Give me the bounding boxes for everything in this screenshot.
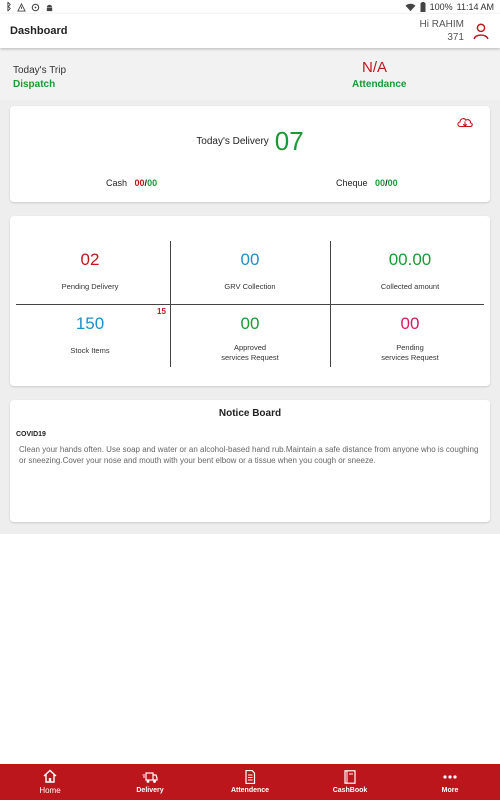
status-bar: [0, 0, 500, 14]
user-area[interactable]: [420, 18, 490, 44]
home-icon: [42, 769, 58, 783]
book-icon: [342, 770, 358, 784]
stock-items-label: Stock Items: [70, 346, 110, 355]
grv-collection-value: 00: [240, 250, 260, 269]
cheque-value-b: 00: [387, 178, 398, 188]
cheque-summary: Cheque 00/00: [336, 178, 398, 188]
pending-services-value: 00: [400, 314, 420, 333]
user-greeting: Hi RAHIM: [419, 19, 464, 30]
nav-cashbook-label: CashBook: [332, 787, 368, 794]
pending-label-line2: services Request: [381, 353, 439, 362]
todays-delivery: [10, 126, 490, 157]
grv-collection-tile[interactable]: [175, 250, 325, 292]
stats-card: [10, 216, 490, 386]
trip-row: [0, 48, 500, 100]
pending-delivery-value: 02: [80, 250, 100, 269]
cash-label: Cash: [106, 178, 128, 188]
stock-items-tile[interactable]: [15, 314, 165, 356]
nav-delivery-label: Delivery: [136, 787, 164, 794]
user-info: [420, 18, 464, 44]
dispatch-link[interactable]: Dispatch: [13, 79, 56, 90]
nav-attendence[interactable]: [200, 764, 300, 800]
dashboard-content: [0, 48, 500, 534]
grv-collection-label: GRV Collection: [224, 282, 276, 291]
warning-icon: [17, 3, 26, 12]
collected-amount-tile[interactable]: [335, 250, 485, 292]
user-id: 371: [447, 32, 464, 43]
battery-icon: [420, 2, 426, 12]
nav-attendence-label: Attendence: [230, 787, 270, 794]
more-icon: [442, 770, 458, 784]
collected-amount-value: 00.00: [388, 250, 432, 269]
document-icon: [242, 770, 258, 784]
pending-delivery-tile[interactable]: [15, 250, 165, 292]
pending-services-label: [335, 343, 485, 363]
stock-items-value: 150: [75, 314, 105, 333]
notice-board-title: Notice Board: [218, 408, 282, 419]
nav-cashbook[interactable]: [300, 764, 400, 800]
approved-label-line2: services Request: [221, 353, 279, 362]
approved-label-line1: Approved: [233, 343, 267, 352]
cash-value-b: 00: [147, 178, 158, 188]
sync-icon: [31, 3, 40, 12]
attendance-status: N/A: [362, 59, 388, 76]
truck-icon: [142, 770, 158, 784]
approved-services-value: 00: [240, 314, 260, 333]
cash-summary: Cash 00/00: [106, 178, 158, 188]
notice-tag: COVID19: [16, 431, 46, 438]
pending-services-tile[interactable]: [335, 314, 485, 363]
todays-delivery-label: Today's Delivery: [196, 136, 269, 147]
battery-percent: 100%: [429, 2, 453, 12]
cash-value-a: 00: [134, 178, 145, 188]
approved-services-label: [175, 343, 325, 363]
collected-amount-label: Collected amount: [380, 282, 440, 291]
nav-more[interactable]: [400, 764, 500, 800]
nav-delivery[interactable]: [100, 764, 200, 800]
user-icon[interactable]: [472, 22, 490, 40]
nav-more-label: More: [441, 787, 459, 794]
page-title: Dashboard: [10, 25, 68, 37]
approved-services-tile[interactable]: [175, 314, 325, 363]
pending-label-line1: Pending: [396, 343, 424, 352]
attendance-link[interactable]: Attendance: [352, 79, 407, 90]
cheque-value-a: 00: [375, 178, 386, 188]
cheque-label: Cheque: [336, 178, 368, 188]
stock-items-badge: 15: [157, 307, 166, 316]
nav-home-label: Home: [39, 786, 61, 795]
bluetooth-icon: ᛒ: [6, 1, 12, 13]
notice-text: Clean your hands often. Use soap and water or an alcohol-based hand rub.Maintain a safe distance from anyone who is coughing or sneezing.Cover your nose and mouth with your bent elbow or a tissue when you cough or sneeze.: [19, 445, 479, 465]
notice-board-card: [10, 400, 490, 522]
app-bar: [0, 14, 500, 48]
status-left-icons: [6, 2, 54, 13]
delivery-card: [10, 106, 490, 202]
todays-delivery-value: 07: [274, 126, 304, 156]
status-right: [405, 2, 494, 12]
bottom-nav: [0, 764, 500, 800]
wifi-icon: [405, 3, 416, 12]
grid-divider-h: [16, 304, 484, 305]
clock: 11:14 AM: [456, 2, 494, 12]
trip-label: Today's Trip: [13, 65, 67, 76]
android-icon: [45, 3, 54, 12]
pending-delivery-label: Pending Delivery: [61, 282, 119, 291]
nav-home[interactable]: [0, 764, 100, 800]
